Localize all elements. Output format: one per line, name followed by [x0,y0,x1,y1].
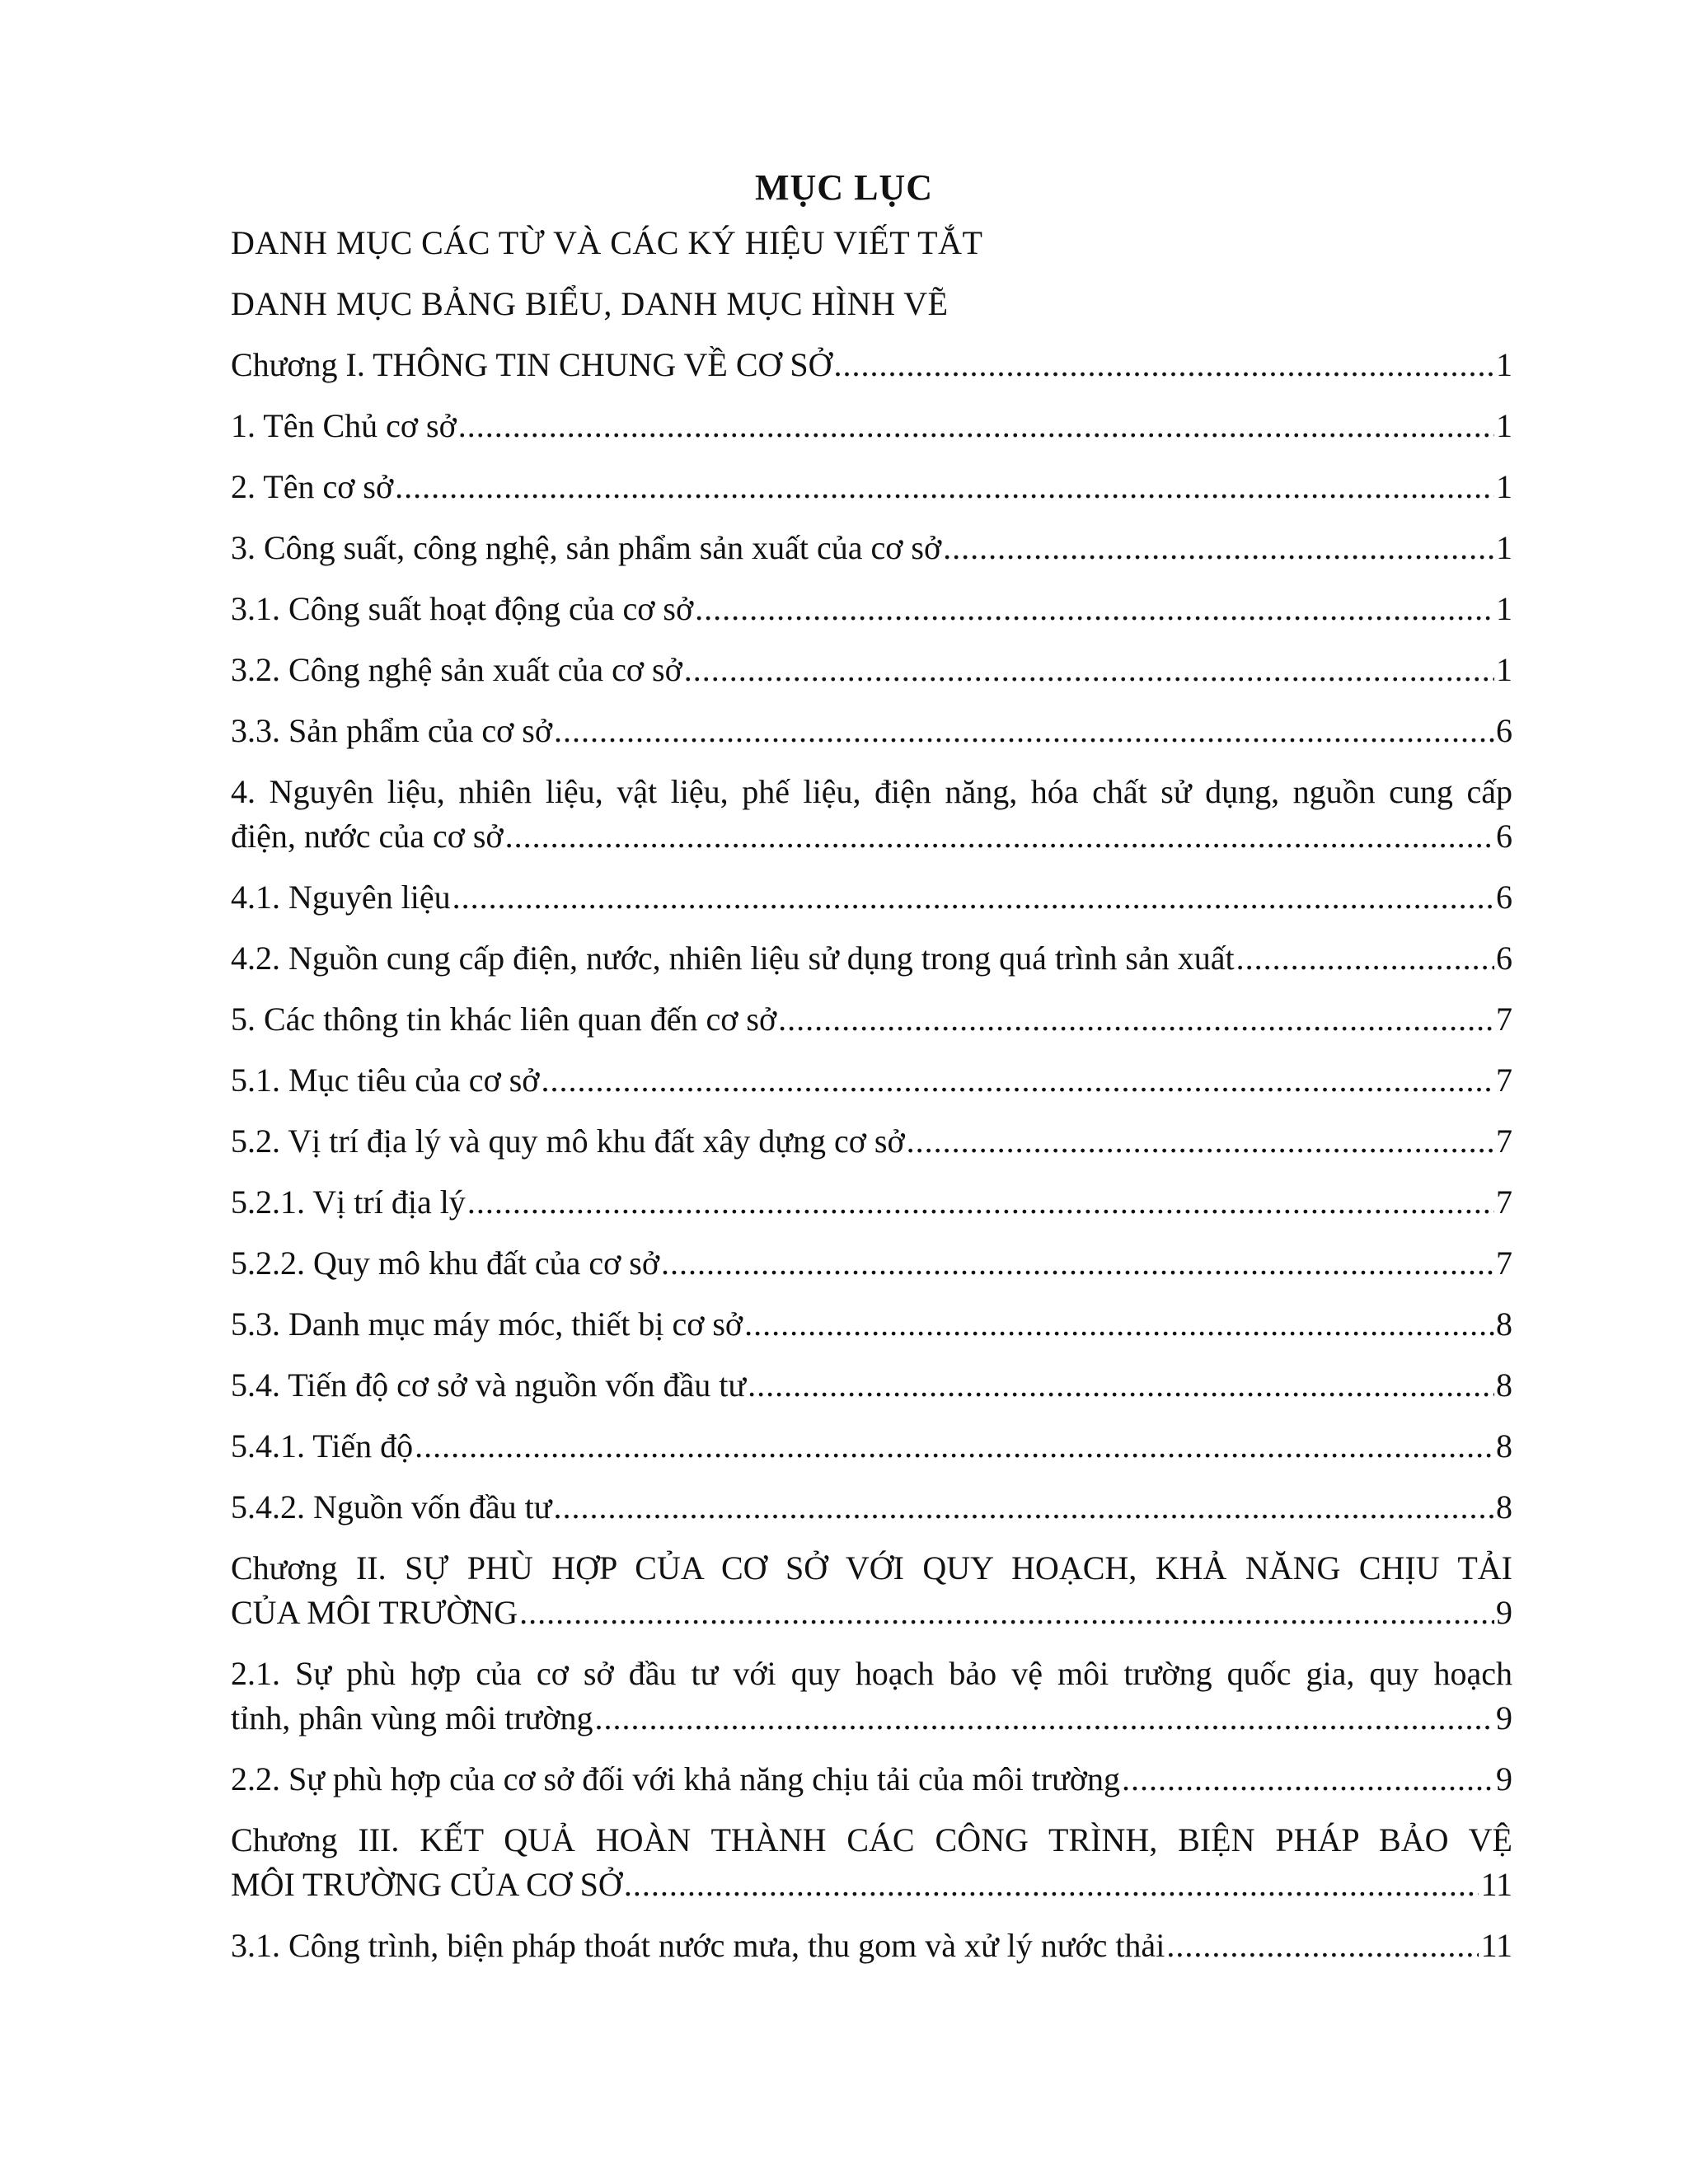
toc-page-number: 7 [1496,1244,1512,1282]
dot-leader [467,1180,1494,1225]
toc-entry[interactable] [231,770,1512,859]
toc-entry-text: 3.1. Công trình, biện pháp thoát nước mưa, thu gom và xử lý nước thải [231,1927,1165,1964]
toc-entry[interactable] [231,648,1512,692]
toc-page-number: 7 [1496,1183,1512,1221]
toc-entry-text: Chương III. KẾT QUẢ HOÀN THÀNH CÁC CÔNG TRÌNH, BIỆN PHÁP BẢO VỆ [231,1821,1512,1858]
toc-entry-text: 2. Tên cơ sở [231,468,394,505]
toc-entry[interactable] [231,404,1512,448]
toc-entry-text: 4.1. Nguyên liệu [231,879,451,916]
toc-entry[interactable] [231,709,1512,753]
toc-page-number: 6 [1496,879,1512,916]
toc-entry-text-continued: tỉnh, phân vùng môi trường [231,1699,593,1736]
dot-leader [594,1696,1494,1741]
toc-entry[interactable] [231,997,1512,1042]
dot-leader [778,997,1494,1042]
toc-entry-text: Chương II. SỰ PHÙ HỢP CỦA CƠ SỞ VỚI QUY HOẠCH, KHẢ NĂNG CHỊU TẢI [231,1549,1512,1586]
toc-entry-text: 5. Các thông tin khác liên quan đến cơ sở [231,1001,777,1038]
dot-leader [415,1424,1494,1469]
dot-leader [834,343,1494,387]
toc-entry[interactable] [231,1241,1512,1286]
toc-entry-text: 5.4. Tiến độ cơ sở và nguồn vốn đầu tư [231,1366,747,1404]
dot-leader [452,875,1494,920]
toc-entry[interactable] [231,1546,1512,1635]
toc-entry[interactable] [231,1924,1512,1968]
toc-entry[interactable] [231,936,1512,981]
toc-entry[interactable] [231,1363,1512,1408]
toc-page-number: 7 [1496,1122,1512,1160]
toc-entry-text: 3.3. Sản phẩm của cơ sở [231,712,552,749]
toc-entry[interactable] [231,1818,1512,1907]
toc-entry[interactable] [231,526,1512,570]
toc-entry-text: 4.2. Nguồn cung cấp điện, nước, nhiên liệu sử dụng trong quá trình sản xuất [231,940,1235,977]
toc-entry[interactable] [231,343,1512,387]
toc-page-number: 9 [1496,1760,1512,1797]
toc-entry-text: 4. Nguyên liệu, nhiên liệu, vật liệu, phế liệu, điện năng, hóa chất sử dụng, nguồn cung cấp [231,773,1512,810]
toc-entry-text: 2.1. Sự phù hợp của cơ sở đầu tư với quy hoạch bảo vệ môi trường quốc gia, quy hoạch [231,1655,1512,1692]
dot-leader [1236,936,1494,981]
dot-leader [1122,1757,1494,1802]
toc-page-number: 1 [1496,651,1512,688]
toc-entry-text: 5.4.1. Tiến độ [231,1427,414,1465]
dot-leader [541,1058,1494,1103]
dot-leader [661,1241,1494,1286]
toc-page-number: 1 [1496,468,1512,505]
toc-page-number: 6 [1496,940,1512,977]
toc-page-number: 6 [1496,818,1512,855]
toc-page-number: 1 [1496,590,1512,627]
toc-entry-text: 5.2.1. Vị trí địa lý [231,1183,466,1221]
toc-entry-text: DANH MỤC CÁC TỪ VÀ CÁC KÝ HIỆU VIẾT TẮT [231,224,983,261]
toc-entry-text: DANH MỤC BẢNG BIỂU, DANH MỤC HÌNH VẼ [231,285,949,322]
toc-entry[interactable] [231,221,1512,265]
toc-entry[interactable] [231,1485,1512,1530]
toc-entry-text-continued: CỦA MÔI TRƯỜNG [231,1594,518,1631]
toc-entry[interactable] [231,1424,1512,1469]
toc-page-number: 8 [1496,1427,1512,1465]
toc-entry-text: 5.2. Vị trí địa lý và quy mô khu đất xây dựng cơ sở [231,1122,905,1160]
table-of-contents [231,221,1512,1985]
toc-entry[interactable] [231,875,1512,920]
toc-page-number: 7 [1496,1062,1512,1099]
toc-entry[interactable] [231,1757,1512,1802]
dot-leader [684,648,1494,692]
toc-entry-text: 5.2.2. Quy mô khu đất của cơ sở [231,1244,659,1282]
toc-entry-text: 3.2. Công nghệ sản xuất của cơ sở [231,651,682,688]
toc-entry[interactable] [231,282,1512,326]
toc-page-number: 7 [1496,1001,1512,1038]
toc-entry[interactable] [231,1652,1512,1741]
dot-leader [748,1363,1494,1408]
toc-entry-text: 3.1. Công suất hoạt động của cơ sở [231,590,694,627]
toc-page-number: 6 [1496,712,1512,749]
toc-entry[interactable] [231,1180,1512,1225]
toc-page-number: 1 [1496,346,1512,383]
toc-entry-text: 5.4.2. Nguồn vốn đầu tư [231,1488,552,1526]
toc-entry[interactable] [231,1302,1512,1347]
dot-leader [553,1485,1494,1530]
toc-entry-text-continued: điện, nước của cơ sở [231,818,504,855]
dot-leader [554,709,1494,753]
dot-leader [395,465,1494,509]
dot-leader [519,1591,1494,1635]
toc-entry-text: 5.1. Mục tiêu của cơ sở [231,1062,540,1099]
dot-leader [695,587,1494,631]
toc-page-number: 9 [1496,1699,1512,1736]
toc-entry-text-continued: MÔI TRƯỜNG CỦA CƠ SỞ [231,1866,622,1903]
toc-page-number: 11 [1480,1927,1512,1964]
toc-entry[interactable] [231,1119,1512,1164]
toc-page-number: 8 [1496,1488,1512,1526]
toc-entry[interactable] [231,465,1512,509]
toc-page-number: 8 [1496,1366,1512,1404]
toc-page-number: 1 [1496,407,1512,444]
toc-page-number: 9 [1496,1594,1512,1631]
toc-entry-text: 3. Công suất, công nghệ, sản phẩm sản xuất của cơ sở [231,529,942,566]
dot-leader [458,404,1494,448]
toc-entry[interactable] [231,1058,1512,1103]
dot-leader [907,1119,1494,1164]
dot-leader [1166,1924,1479,1968]
toc-page-number: 11 [1480,1866,1512,1903]
toc-entry-text: 5.3. Danh mục máy móc, thiết bị cơ sở [231,1305,743,1343]
dot-leader [744,1302,1494,1347]
dot-leader [505,814,1494,859]
toc-title: MỤC LỤC [755,167,933,208]
dot-leader [624,1863,1479,1907]
toc-entry-text: Chương I. THÔNG TIN CHUNG VỀ CƠ SỞ [231,346,832,383]
toc-entry-text: 2.2. Sự phù hợp của cơ sở đối với khả năng chịu tải của môi trường [231,1760,1120,1797]
toc-page-number: 1 [1496,529,1512,566]
toc-entry-text: 1. Tên Chủ cơ sở [231,407,457,444]
toc-page-number: 8 [1496,1305,1512,1343]
dot-leader [943,526,1494,570]
toc-entry[interactable] [231,587,1512,631]
